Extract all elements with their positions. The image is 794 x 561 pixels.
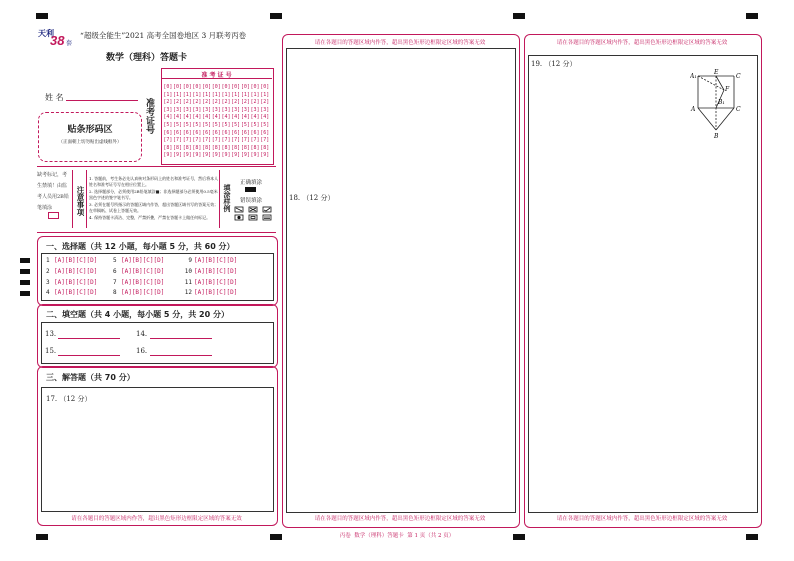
zkz-bubble[interactable]: [4] (182, 114, 192, 121)
prism-diagram (690, 68, 746, 142)
zkz-bubble[interactable]: [9] (211, 152, 221, 159)
fill-answer-13[interactable] (58, 338, 120, 339)
zkz-bubble[interactable]: [7] (192, 137, 202, 144)
zkz-bubble[interactable]: [3] (231, 106, 241, 113)
logo (38, 26, 74, 46)
svg-text:C: C (736, 73, 741, 80)
fill-label-16: 16. (136, 347, 148, 355)
zkz-bubble[interactable]: [2] (211, 99, 221, 106)
fill-section-title: 二、填空题（共 4 小题，每小题 5 分，共 20 分） (46, 310, 229, 319)
zkz-bubble[interactable]: [8] (250, 144, 260, 151)
fill-answer-16[interactable] (150, 355, 212, 356)
side-mark-3 (20, 280, 30, 285)
zkz-bubble[interactable]: [6] (211, 129, 221, 136)
side-mark-2 (20, 269, 30, 274)
svg-text:套: 套 (66, 41, 73, 46)
zkz-bubble[interactable]: [6] (231, 129, 241, 136)
zkz-bubble[interactable]: [1] (182, 91, 192, 98)
zkz-bubble[interactable]: [3] (221, 106, 231, 113)
zkz-bubble[interactable]: [0] (192, 84, 202, 90)
zkz-bubble[interactable]: [6] (163, 129, 173, 136)
zkz-bubble[interactable]: [5] (221, 121, 231, 128)
missing-exam-note (37, 170, 69, 214)
zkz-bubble[interactable]: [6] (221, 129, 231, 136)
zkz-digit-row[interactable] (163, 92, 270, 100)
zkz-bubble[interactable]: [3] (240, 106, 250, 113)
zkz-bubble[interactable]: [8] (192, 144, 202, 151)
zkz-bubble[interactable]: [4] (231, 114, 241, 121)
zkz-bubble[interactable]: [1] (221, 91, 231, 98)
zkz-bubble[interactable]: [4] (173, 114, 183, 121)
wrong-fill-label: 错误填涂 (240, 198, 263, 204)
zkz-bubble[interactable]: [9] (231, 152, 241, 159)
zkz-bubble[interactable]: [7] (260, 137, 270, 144)
zkz-bubble[interactable]: [1] (202, 91, 212, 98)
solve-section-title: 三、解答题（共 70 分） (46, 373, 135, 382)
choice-row-4[interactable]: 4 [A][B][C][D] 8 [A][B][C][D] 12 [A][B][C][D] (46, 289, 238, 296)
choice-row-2[interactable]: 2 [A][B][C][D] 6 [A][B][C][D] 10 [A][B][C][D] (46, 268, 238, 275)
fill-label-13: 13. (45, 330, 57, 338)
zkz-bubble[interactable]: [9] (173, 152, 183, 159)
zkz-bubble[interactable]: [7] (202, 137, 212, 144)
note-item-2: 2. 选择题部分，必须使用2B铅笔填涂■；非选择题部分必须使用0.5毫米黑色字迹的签字笔书写。 (89, 189, 218, 200)
zkz-grid-header: 准 考 证 号 (201, 72, 232, 79)
zkz-bubble[interactable]: [3] (163, 106, 173, 113)
missing-exam-box[interactable] (48, 212, 59, 219)
fill-label-14: 14. (136, 330, 148, 338)
zkz-bubble[interactable]: [4] (260, 114, 270, 121)
zkz-digit-row[interactable] (163, 84, 270, 92)
missing-exam-text: 缺考标记，考生禁填！由监考人员用2B铅笔填涂 (37, 172, 69, 211)
zkz-bubble[interactable]: [9] (163, 152, 173, 159)
svg-text:A₁: A₁ (690, 73, 697, 80)
zkz-bubble[interactable]: [6] (260, 129, 270, 136)
zkz-bubble[interactable]: [0] (163, 84, 173, 90)
zkz-bubble[interactable]: [7] (182, 137, 192, 144)
notes-top-line (37, 166, 276, 167)
zkz-bubble[interactable]: [6] (182, 129, 192, 136)
zkz-bubble[interactable]: [5] (202, 121, 212, 128)
svg-text:A: A (691, 106, 696, 113)
svg-text:F: F (725, 86, 730, 93)
q17-label: 17. （12 分） (46, 395, 92, 403)
zkz-bubble[interactable]: [2] (192, 99, 202, 106)
page-footer: 丙卷 数学（理科）答题卡 第 1 页（共 2 页） (339, 533, 455, 539)
warning-right-top: 请在各题目的答题区域内作答，超出黑色矩形边框限定区域的答案无效 (556, 40, 728, 46)
exam-subtitle: “超级全能生”2021 高考全国卷地区 3 月联考丙卷 (80, 31, 247, 40)
zkz-vertical-label: 准考证号 (144, 98, 154, 134)
zkz-bubble[interactable]: [7] (221, 137, 231, 144)
zkz-bubble[interactable]: [7] (163, 137, 173, 144)
zkz-bubble[interactable]: [6] (240, 129, 250, 136)
zkz-bubble[interactable]: [1] (163, 91, 173, 98)
zkz-bubble[interactable]: [5] (260, 121, 270, 128)
zkz-bubble[interactable]: [3] (182, 106, 192, 113)
zkz-bubble[interactable]: [7] (211, 137, 221, 144)
zkz-digit-row[interactable] (163, 107, 270, 115)
warning-left: 请在各题目的答题区域内作答，超出黑色矩形边框限定区域的答案无效 (71, 516, 242, 522)
zkz-bubble[interactable]: [6] (250, 129, 260, 136)
zkz-bubble[interactable]: [6] (192, 129, 202, 136)
zkz-bubble[interactable]: [2] (163, 99, 173, 106)
zkz-bubble[interactable]: [0] (240, 84, 250, 90)
zkz-bubble[interactable]: [0] (250, 84, 260, 90)
zkz-bubble[interactable]: [8] (182, 144, 192, 151)
zkz-bubble[interactable]: [1] (250, 91, 260, 98)
zkz-bubble[interactable]: [4] (163, 114, 173, 121)
correct-fill-label: 正确填涂 (240, 180, 263, 186)
zkz-bubble[interactable]: [3] (260, 106, 270, 113)
zkz-bubble[interactable]: [2] (182, 99, 192, 106)
choice-row-3[interactable]: 3 [A][B][C][D] 7 [A][B][C][D] 11 [A][B][C][D] (46, 279, 238, 286)
zkz-bubble[interactable]: [9] (192, 152, 202, 159)
zkz-bubble[interactable]: [0] (202, 84, 212, 90)
zkz-bubble[interactable]: [2] (250, 99, 260, 106)
zkz-bubble[interactable]: [9] (221, 152, 231, 159)
prism-figure (690, 68, 746, 142)
zkz-bubble[interactable]: [4] (202, 114, 212, 121)
fill-answer-15[interactable] (58, 355, 120, 356)
notes-title: 注意事项 (76, 186, 85, 216)
registration-mark-tl (36, 13, 48, 19)
zkz-bubble[interactable]: [2] (173, 99, 183, 106)
zkz-bubble[interactable]: [7] (240, 137, 250, 144)
zkz-digit-row[interactable] (163, 122, 270, 130)
zkz-bubble[interactable]: [8] (240, 144, 250, 151)
note-item-1: 1. 答题前，考生务必先认真核对条形码上的姓名和准考证号，然后将本人姓名和准考证号写在相应位置上。 (89, 176, 219, 187)
zkz-bubble[interactable]: [9] (240, 152, 250, 159)
zkz-bubble[interactable]: [1] (192, 91, 202, 98)
zkz-digit-row[interactable] (163, 99, 270, 107)
svg-text:E: E (714, 69, 719, 76)
svg-text:C: C (736, 106, 741, 113)
notes-divider-1 (72, 170, 73, 228)
zkz-bubble[interactable]: [9] (182, 152, 192, 159)
zkz-bubble[interactable]: [9] (202, 152, 212, 159)
name-field[interactable] (66, 100, 138, 101)
svg-text:B: B (714, 133, 719, 140)
q18-answer-box[interactable] (286, 48, 516, 513)
zkz-digit-row[interactable] (163, 114, 270, 122)
zkz-bubble[interactable]: [4] (192, 114, 202, 121)
zkz-bubble[interactable]: [3] (173, 106, 183, 113)
registration-mark-tc2 (513, 13, 525, 19)
warning-right-bottom: 请在各题目的答题区域内作答，超出黑色矩形边框限定区域的答案无效 (556, 516, 728, 522)
correct-fill-sample (245, 187, 256, 192)
zkz-bubble[interactable]: [6] (173, 129, 183, 136)
zkz-bubble[interactable]: [0] (260, 84, 270, 90)
zkz-bubble[interactable]: [8] (260, 144, 270, 151)
zkz-bubble[interactable]: [8] (173, 144, 183, 151)
zkz-bubble[interactable]: [1] (211, 91, 221, 98)
zkz-bubble[interactable]: [2] (231, 99, 241, 106)
zkz-bubble[interactable]: [0] (173, 84, 183, 90)
svg-text:B₁: B₁ (718, 99, 725, 106)
fill-label-15: 15. (45, 347, 57, 355)
zkz-bubble[interactable]: [8] (211, 144, 221, 151)
svg-text:38: 38 (50, 33, 65, 46)
zkz-bubble[interactable]: [5] (192, 121, 202, 128)
barcode-area (38, 112, 142, 162)
notes-divider-2 (86, 170, 87, 228)
zkz-bubble-grid[interactable] (163, 84, 270, 160)
barcode-title: 贴条形码区 (67, 125, 113, 135)
zkz-digit-row[interactable] (163, 130, 270, 138)
choice-section-title: 一、选择题（共 12 小题，每小题 5 分，共 60 分） (46, 242, 235, 251)
warning-middle-top: 请在各题目的答题区域内作答，超出黑色矩形边框限定区域的答案无效 (314, 40, 486, 46)
zkz-bubble[interactable]: [5] (173, 121, 183, 128)
zkz-bubble[interactable]: [4] (250, 114, 260, 121)
notes-divider-3 (219, 170, 220, 228)
zkz-bubble[interactable]: [3] (192, 106, 202, 113)
zkz-bubble[interactable]: [9] (250, 152, 260, 159)
zkz-bubble[interactable]: [5] (250, 121, 260, 128)
zkz-bubble[interactable]: [2] (260, 99, 270, 106)
zkz-bubble[interactable]: [3] (250, 106, 260, 113)
zkz-bubble[interactable]: [2] (221, 99, 231, 106)
note-item-4: 4. 保持答题卡清洁、完整，严禁折叠，严禁在答题卡上做任何标记。 (89, 215, 211, 220)
zkz-bubble[interactable]: [5] (231, 121, 241, 128)
zkz-bubble[interactable]: [1] (231, 91, 241, 98)
name-label: 姓 名 (45, 93, 64, 102)
zkz-digit-row[interactable] (163, 145, 270, 153)
zkz-bubble[interactable]: [4] (211, 114, 221, 121)
note-item-3: 3. 必须在题号所指示的答题区域内作答，超出答题区域书写的答案无效；在草稿纸、试卷上答题无效。 (89, 202, 219, 213)
zkz-bubble[interactable]: [5] (182, 121, 192, 128)
choice-row-1[interactable]: 1 [A][B][C][D] 5 [A][B][C][D] 9 [A][B][C][D] (46, 257, 238, 264)
side-mark-4 (20, 291, 30, 296)
zkz-bubble[interactable]: [5] (163, 121, 173, 128)
zkz-bubble[interactable]: [3] (202, 106, 212, 113)
zkz-bubble[interactable]: [2] (202, 99, 212, 106)
q19-label: 19. （12 分） (531, 60, 577, 68)
registration-mark-tr (746, 13, 758, 19)
q17-answer-box[interactable] (41, 387, 274, 512)
zkz-bubble[interactable]: [0] (231, 84, 241, 90)
fill-answer-14[interactable] (150, 338, 212, 339)
zkz-bubble[interactable]: [1] (260, 91, 270, 98)
zkz-header-line (161, 78, 272, 79)
registration-mark-tc1 (270, 13, 282, 19)
logo-graphic (38, 26, 74, 46)
zkz-bubble[interactable]: [7] (173, 137, 183, 144)
zkz-bubble[interactable]: [1] (240, 91, 250, 98)
zkz-bubble[interactable]: [0] (182, 84, 192, 90)
zkz-bubble[interactable]: [5] (211, 121, 221, 128)
sample-title: 填涂样例 (223, 184, 231, 212)
zkz-bubble[interactable]: [8] (231, 144, 241, 151)
zkz-bubble[interactable]: [9] (260, 152, 270, 159)
zkz-bubble[interactable]: [4] (221, 114, 231, 121)
zkz-bubble[interactable]: [4] (240, 114, 250, 121)
side-mark-1 (20, 258, 30, 263)
svg-text:天利: 天利 (38, 29, 54, 38)
wrong-fill-samples (234, 206, 274, 222)
zkz-bubble[interactable]: [7] (250, 137, 260, 144)
zkz-bubble[interactable]: [0] (221, 84, 231, 90)
notes-list (89, 176, 219, 221)
fill-box (41, 322, 274, 364)
zkz-bubble[interactable]: [1] (173, 91, 183, 98)
zkz-bubble[interactable]: [0] (211, 84, 221, 90)
warning-middle-bottom: 请在各题目的答题区域内作答，超出黑色矩形边框限定区域的答案无效 (314, 516, 486, 522)
zkz-digit-row[interactable] (163, 137, 270, 145)
q18-label: 18. （12 分） (289, 194, 335, 202)
notes-bottom-line (37, 232, 276, 233)
zkz-bubble[interactable]: [8] (202, 144, 212, 151)
zkz-bubble[interactable]: [6] (202, 129, 212, 136)
zkz-bubble[interactable]: [7] (231, 137, 241, 144)
zkz-bubble[interactable]: [2] (240, 99, 250, 106)
zkz-bubble[interactable]: [8] (163, 144, 173, 151)
zkz-bubble[interactable]: [8] (221, 144, 231, 151)
zkz-digit-row[interactable] (163, 152, 270, 160)
sheet-title: 数学（理科）答题卡 (106, 53, 188, 63)
barcode-note: （正面朝上切勿贴出虚线框外） (58, 140, 122, 145)
zkz-bubble[interactable]: [3] (211, 106, 221, 113)
zkz-bubble[interactable]: [5] (240, 121, 250, 128)
